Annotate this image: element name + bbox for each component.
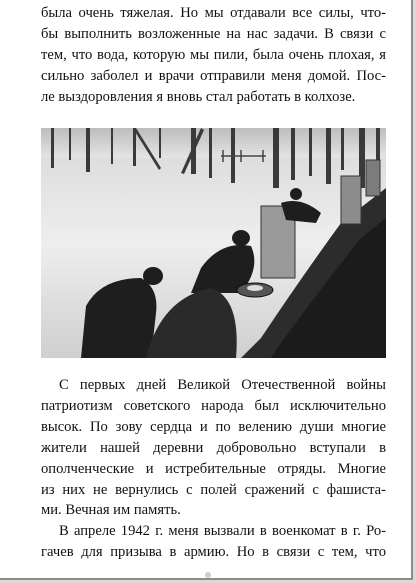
text-line: патриотизм советского народа был исключительно	[41, 397, 386, 414]
text-line: из них не вернулись с полей сражений с фашиста-	[41, 481, 386, 498]
disc-object	[237, 283, 273, 297]
text-line: бы выполнить возложенные на нас задачи. В связи с	[41, 25, 386, 42]
text-line: высок. По зову сердца и по велению души многие	[41, 418, 386, 435]
text-line: ополченческие и истребительные отряды. Многие	[41, 460, 386, 477]
text-line: ми. Вечная им память.	[41, 502, 181, 519]
photo-illustration	[41, 128, 386, 358]
page-dot	[205, 572, 211, 578]
text-line: С первых дней Великой Отечественной войны	[59, 377, 386, 393]
text-line: сильно заболел и врачи отправили меня домой. Пос-	[41, 67, 386, 84]
text-line: была очень тяжелая. Но мы отдавали все силы, что-	[41, 5, 386, 21]
top-paragraph	[41, 3, 386, 108]
text-line: ле выздоровления я вновь стал работать в колхозе.	[41, 88, 356, 105]
text-line: жители нашей деревни добровольно вступали в	[41, 439, 386, 456]
text-line: тем, что вода, которую мы пили, была очень плохая, я	[41, 46, 386, 63]
main-paragraphs	[41, 375, 386, 563]
archival-photo	[41, 128, 386, 358]
text-line: гачев для призыва в армию. Но в связи с тем, что	[41, 544, 386, 561]
text-line: В апреле 1942 г. меня вызвали в военкомат в г. Ро-	[59, 523, 386, 540]
